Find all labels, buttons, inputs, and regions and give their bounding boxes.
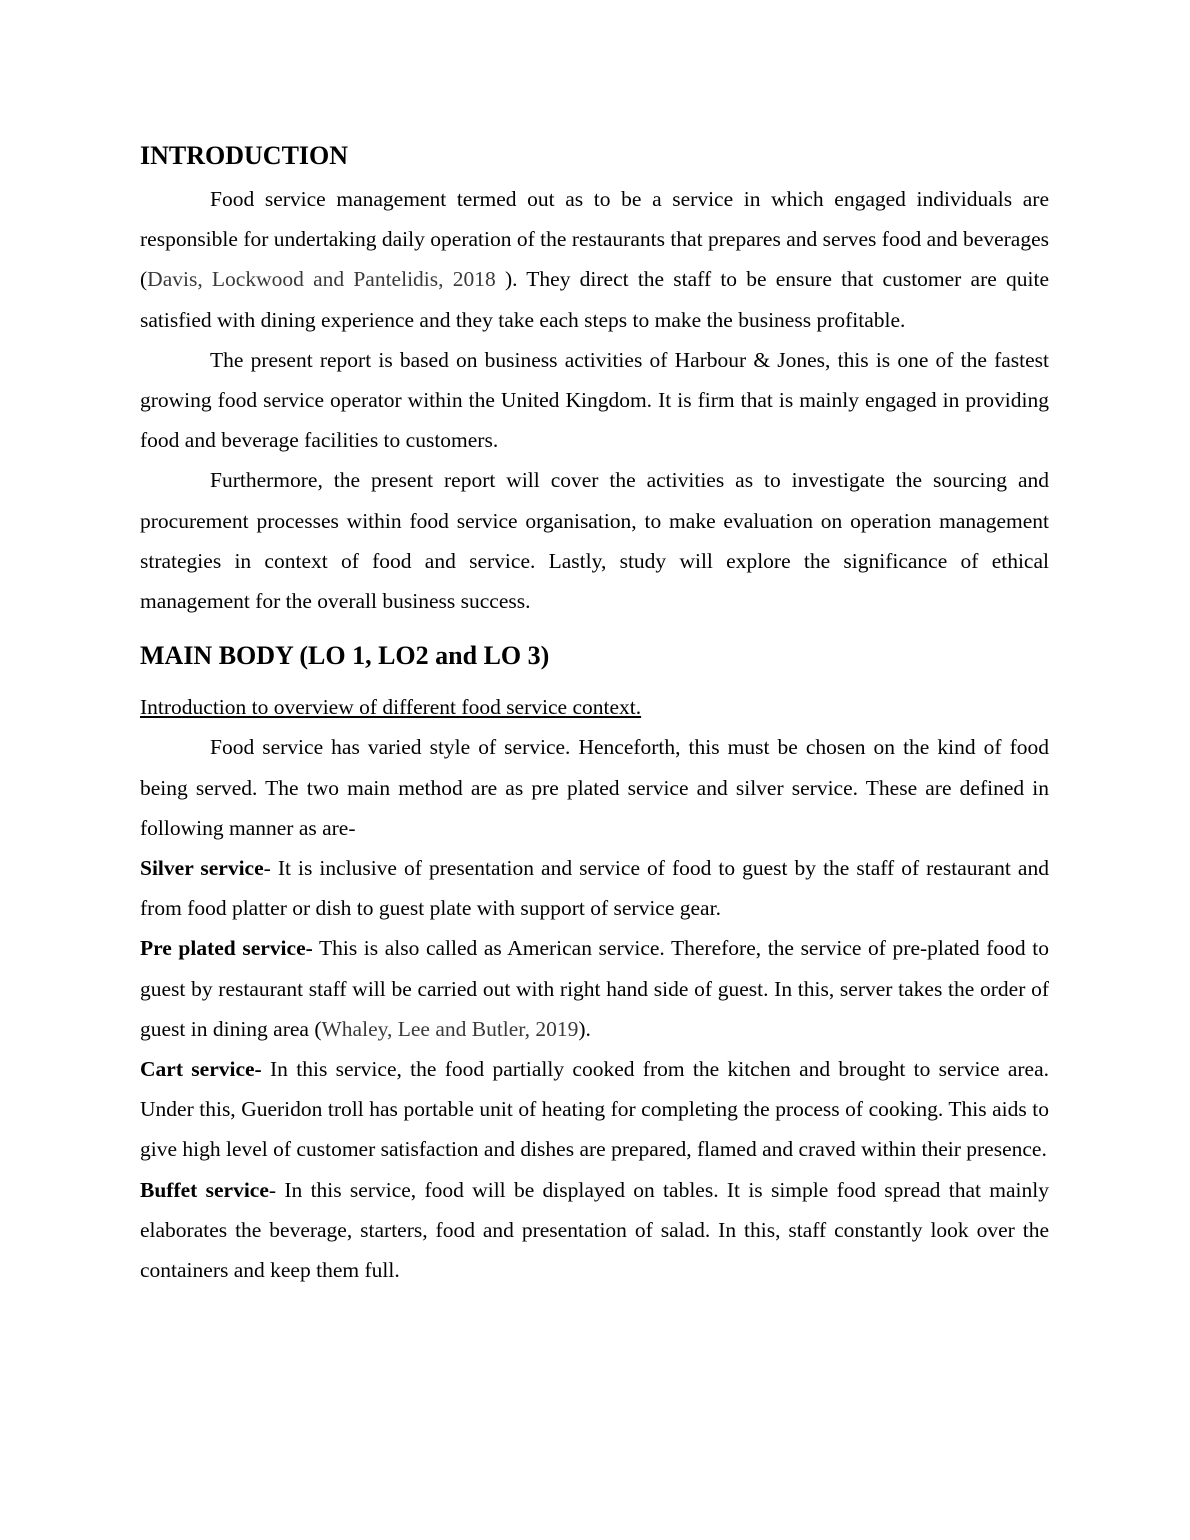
preplated-service-paragraph bbox=[140, 928, 1049, 1049]
intro-paragraph-1 bbox=[140, 179, 1049, 340]
cart-service-term: Cart service- bbox=[140, 1057, 262, 1082]
silver-service-text: - It is inclusive of presentation and service of food to guest by the staff of restaurant and from food platter or dish to guest plate with support of service gear. bbox=[140, 856, 1049, 921]
introduction-heading: INTRODUCTION bbox=[140, 141, 349, 170]
document-page bbox=[140, 137, 1049, 1290]
intro-p1-text-b: ). They direct the staff to be ensure that customer are quite satisfied with dining experience and they take each steps to make the business profitable. bbox=[140, 267, 1049, 332]
preplated-service-text-b: ). bbox=[578, 1016, 591, 1041]
buffet-service-paragraph bbox=[140, 1170, 1049, 1291]
preplated-service-term: Pre plated service- bbox=[140, 936, 313, 961]
main-body-heading: MAIN BODY (LO 1, LO2 and LO 3) bbox=[140, 641, 550, 671]
cart-service-text: In this service, the food partially cooked from the kitchen and brought to service area. Under this, Gueridon troll has portable unit of heating for completing the process of cooking. This aids to give high level of customer satisfaction and dishes are prepared, flamed and craved within their presence. bbox=[140, 1057, 1049, 1162]
buffet-service-term: Buffet service bbox=[140, 1177, 269, 1202]
intro-paragraph-2: The present report is based on business activities of Harbour & Jones, this is one of the fastest growing food service operator within the United Kingdom. It is firm that is mainly engaged in providing food and beverage facilities to customers. bbox=[140, 347, 1049, 453]
buffet-service-text: - In this service, food will be displayed on tables. It is simple food spread that mainly elaborates the beverage, starters, food and presentation of salad. In this, staff constantly look over the containers and keep them full. bbox=[140, 1177, 1049, 1283]
intro-paragraph-3: Furthermore, the present report will cover the activities as to investigate the sourcing and procurement processes within food service organisation, to make evaluation on operation management strategies in context of food and service. Lastly, study will explore the significance of ethical management for the overall business success. bbox=[140, 468, 1049, 614]
main-paragraph-1: Food service has varied style of service. Henceforth, this must be chosen on the kind of food being served. The two main method are as pre plated service and silver service. These are defined in following manner as are- bbox=[140, 735, 1049, 840]
citation-davis: Davis, Lockwood and Pantelidis, 2018 bbox=[147, 267, 505, 292]
cart-service-paragraph bbox=[140, 1049, 1049, 1170]
silver-service-term: Silver service bbox=[140, 856, 264, 881]
overview-subheading: Introduction to overview of different food service context. bbox=[140, 695, 642, 720]
intro-p1-text-a: Food service management termed out as to be a service in which engaged individuals are responsible for undertaking daily operation of the restaurants that prepares and serves food and beverages ( bbox=[140, 187, 1049, 292]
preplated-service-text-a: This is also called as American service. Therefore, the service of pre-plated food to guest by restaurant staff will be carried out with right hand side of guest. In this, server takes the order of guest in dining area ( bbox=[140, 936, 1049, 1041]
citation-whaley: Whaley, Lee and Butler, 2019 bbox=[321, 1016, 579, 1041]
silver-service-paragraph bbox=[140, 848, 1049, 928]
